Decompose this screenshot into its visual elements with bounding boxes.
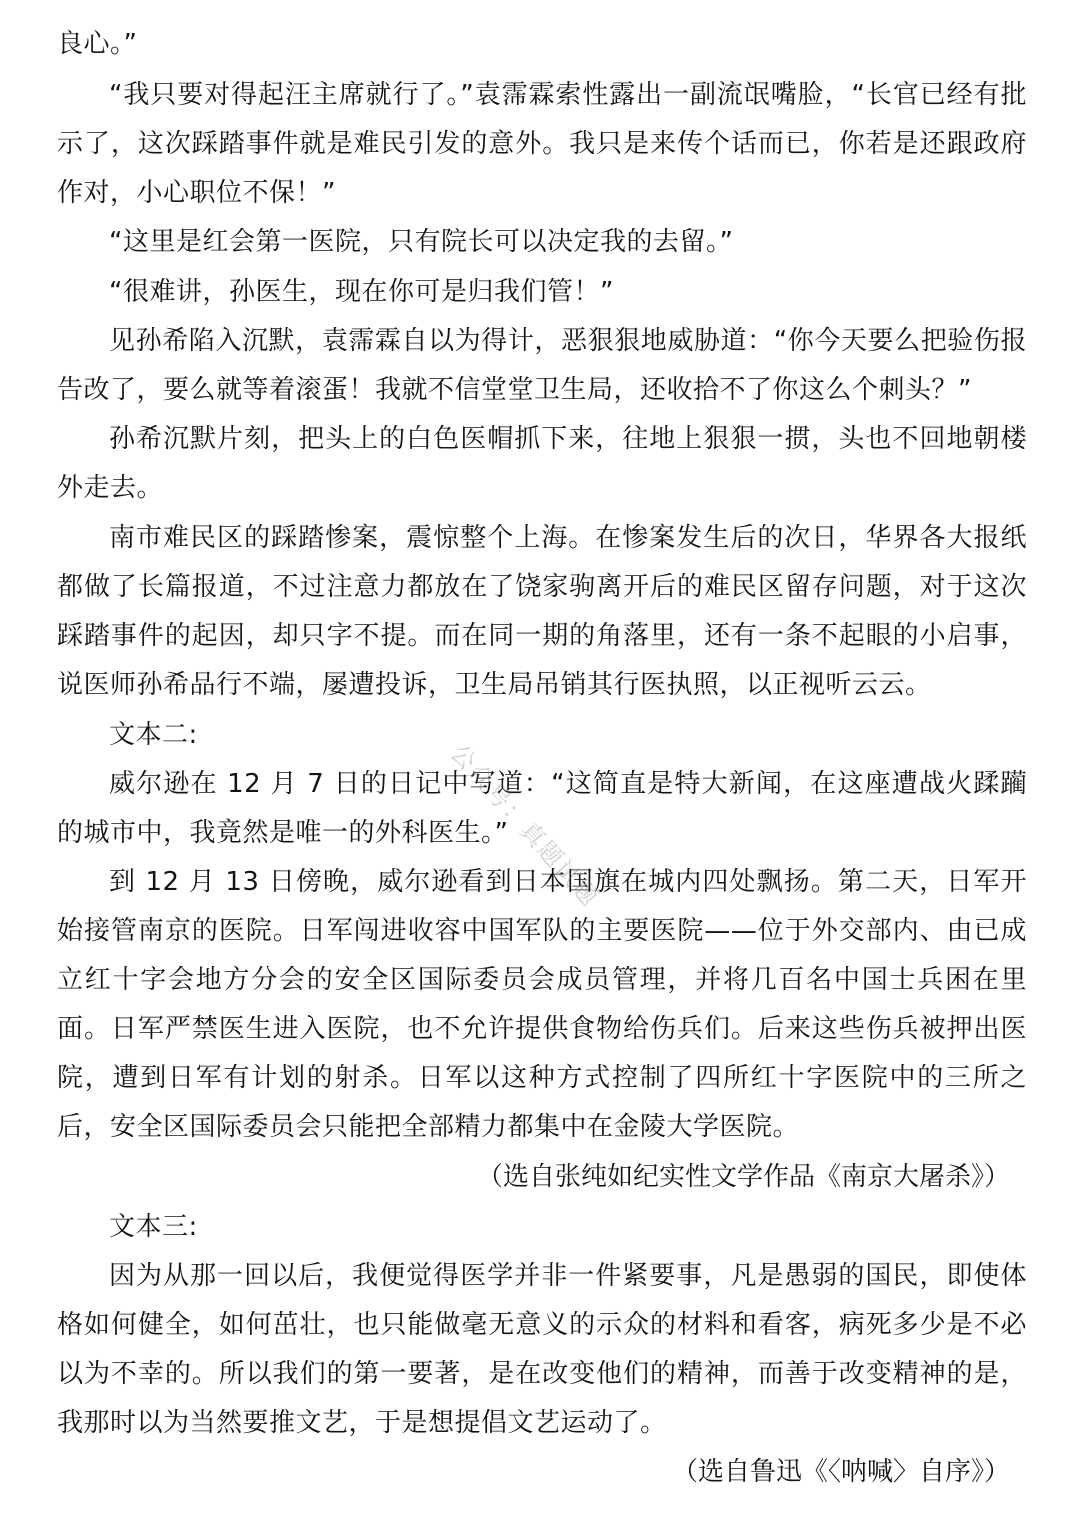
text3-source: （选自鲁迅《〈呐喊〉自序》） [671,1457,1010,1487]
paragraph-wilson-diary: 威尔逊在 12 月 7 日的日记中写道：“这简直是特大新闻，在这座遭战火蹂躏的城市中，我竟然是唯一的外科医生。” [57,769,1027,848]
text2-source: （选自张纯如纪实性文学作品《南京大屠杀》） [476,1162,1010,1192]
paragraph-yuan-retort: “很难讲，孙医生，现在你可是归我们管！” [109,277,614,307]
paragraph-sun-leaves: 孙希沉默片刻，把头上的白色医帽抓下来，往地上狠狠一掼，头也不回地朝楼外走去。 [57,424,1027,503]
paragraph-yuan-threat: “我只要对得起汪主席就行了。”袁霈霖索性露出一副流氓嘴脸，“长官已经有批示了，这次踩踏事件就是难民引发的意外。我只是来传个话而已，你若是还跟政府作对，小心职位不保！” [57,80,1027,208]
text2-heading: 文本二: [109,720,198,750]
paragraph-yuan-menace: 见孙希陷入沉默，袁霈霖自以为得计，恶狠狠地威胁道：“你今天要么把验伤报告改了，要么就等着滚蛋！我就不信堂堂卫生局，还收拾不了你这么个刺头？” [57,326,1027,405]
watermark: 公众号：真题试题 [444,739,605,913]
paragraph-lu-xun: 因为从那一回以后，我便觉得医学并非一件紧要事，凡是愚弱的国民，即使体格如何健全，如何茁壮，也只能做毫无意义的示众的材料和看客，病死多少是不必以为不幸的。所以我们的第一要著，是在改变他们的精神，而善于改变精神的是，我那时以为当然要推文艺，于是想提倡文艺运动了。 [57,1261,1027,1438]
paragraph-opening: 良心。” [57,29,138,59]
paragraph-sun-reply: “这里是红会第一医院，只有院长可以决定我的去留。” [109,227,734,257]
text3-heading: 文本三: [109,1212,198,1242]
paragraph-news: 南市难民区的踩踏惨案，震惊整个上海。在惨案发生后的次日，华界各大报纸都做了长篇报道，不过注意力都放在了饶家驹离开后的难民区留存问题，对于这次踩踏事件的起因，却只字不提。而在同一期的角落里，还有一条不起眼的小启事，说医师孙希品行不端，屡遭投诉，卫生局吊销其行医执照，以正视听云云。 [57,523,1027,700]
paragraph-occupation: 到 12 月 13 日傍晚，威尔逊看到日本国旗在城内四处飘扬。第二天，日军开始接管南京的医院。日军闯进收容中国军队的主要医院——位于外交部内、由已成立红十字会地方分会的安全区国际委员会成员管理，并将几百名中国士兵困在里面。日军严禁医生进入医院，也不允许提供食物给伤兵们。后来这些伤兵被押出医院，遭到日军有计划的射杀。日军以这种方式控制了四所红十字医院中的三所之后，安全区国际委员会只能把全部精力都集中在金陵大学医院。 [57,867,1027,1142]
